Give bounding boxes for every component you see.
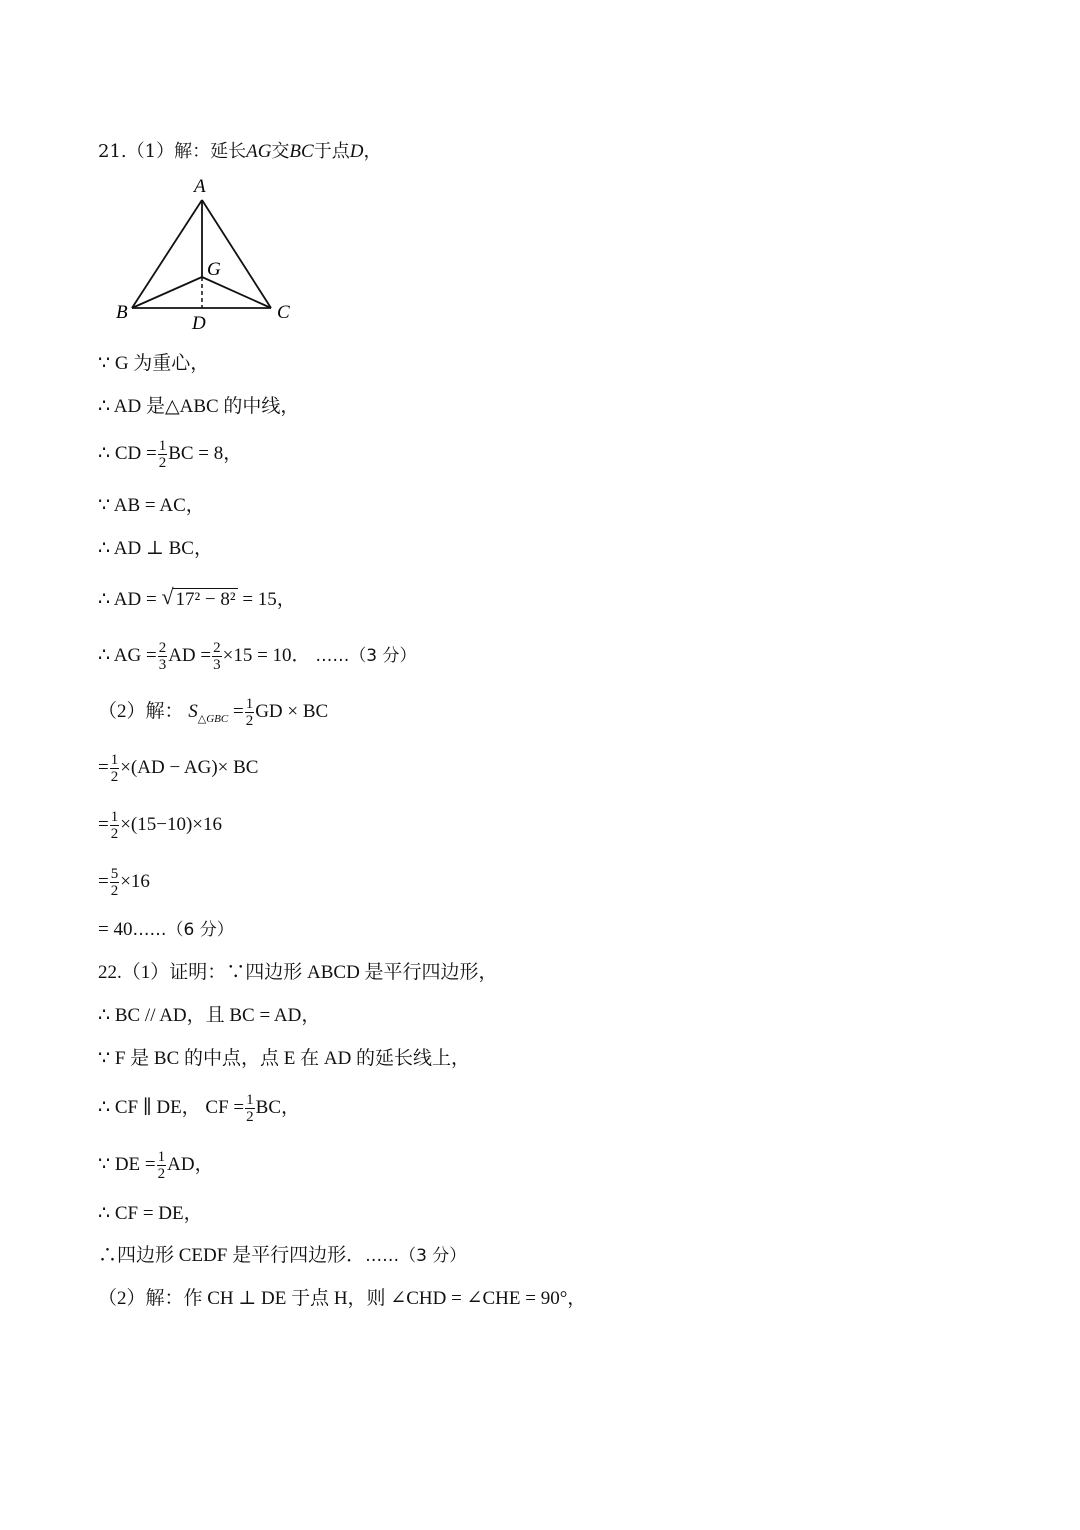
q22-line-3-post: BC， (255, 1096, 300, 1118)
q21-part2-post: GD × BC (255, 700, 329, 722)
q21-line-1 (98, 352, 209, 376)
q22-line-3-pre: ∴ CF ∥ DE， CF = (98, 1096, 245, 1118)
fraction-den: 3 (158, 657, 167, 673)
q21-heading-text: 延长 (210, 141, 247, 162)
q21-step-2-post: ×(15−10)×16 (120, 813, 223, 835)
fraction-den: 3 (213, 657, 221, 673)
q21-line-7-mid: AD = (168, 644, 212, 666)
sqrt-sign: √ (161, 584, 174, 609)
fraction-num: 1 (246, 1092, 254, 1108)
fraction-den: 2 (246, 1109, 254, 1125)
q22-line-1 (98, 1004, 320, 1028)
fraction (158, 640, 168, 673)
fraction (110, 809, 120, 842)
q22-line-1-text: ∴ BC // AD，且 BC = AD， (98, 1005, 321, 1026)
area-symbol: S (188, 700, 198, 722)
fraction-num: 1 (158, 438, 167, 454)
q21-step-3-pre: = (98, 870, 109, 892)
q21-step-1 (98, 752, 258, 785)
q21-step-4-text: = 40 (98, 919, 133, 940)
fraction (245, 1092, 255, 1125)
q21-heading-d: D (349, 141, 364, 162)
fraction-num: 2 (158, 640, 167, 656)
q22-heading-text: 22.（1）证明：∵四边形 ABCD 是平行四边形， (98, 962, 498, 983)
label-d: D (192, 313, 206, 334)
q21-step-3-post: ×16 (120, 870, 150, 892)
q21-line-2-text: ∴ AD 是△ABC 的中线， (98, 396, 300, 417)
q21-line-3-post: BC = 8， (168, 442, 243, 464)
q21-line-6-pre: ∴ AD = (98, 589, 157, 610)
fraction-num: 5 (110, 866, 119, 882)
q21-number: 21. (98, 141, 127, 162)
q21-line-4 (98, 494, 205, 518)
fraction (110, 866, 120, 899)
q22-line-6 (98, 1244, 466, 1268)
fraction-num: 1 (245, 696, 254, 712)
sqrt-radicand: 17² − 8² (175, 589, 236, 610)
q22-line-4 (98, 1149, 214, 1182)
q21-line-1-text: ∵ G 为重心， (98, 353, 210, 374)
fraction (245, 696, 255, 729)
q21-step-1-post: ×(AD − AG)× BC (120, 756, 259, 778)
fraction (110, 752, 120, 785)
q21-heading-yu: 于点 (313, 141, 350, 162)
q21-step-2 (98, 809, 222, 842)
fraction-num: 1 (110, 809, 119, 825)
q22-heading (98, 961, 498, 985)
q21-heading-jiao: 交 (271, 141, 290, 162)
q22-line-5 (98, 1202, 203, 1226)
q22-line-6-text: ∴四边形 CEDF 是平行四边形． (98, 1245, 366, 1266)
score-marker: ……（3 分） (315, 645, 417, 666)
fraction (157, 1149, 167, 1182)
q21-part2-eq: = (232, 700, 244, 722)
q21-line-2 (98, 395, 299, 419)
fraction-den: 2 (245, 713, 254, 729)
q21-line-6-post: = 15， (242, 589, 296, 610)
q21-line-4-text: ∵ AB = AC， (98, 495, 205, 516)
fraction-num: 1 (157, 1149, 166, 1165)
square-root (161, 584, 237, 612)
fraction-num: 1 (110, 752, 119, 768)
fraction (212, 640, 222, 673)
fraction-den: 2 (110, 826, 119, 842)
fraction-num: 2 (213, 640, 221, 656)
q21-part2-label: （2）解： (98, 700, 184, 722)
q21-heading-ag: AG (246, 141, 272, 162)
q21-line-6 (98, 584, 296, 612)
q22-line-2-text: ∵ F 是 BC 的中点，点 E 在 AD 的延长线上， (98, 1048, 471, 1069)
q22-part2 (98, 1287, 586, 1311)
q22-line-5-text: ∴ CF = DE， (98, 1203, 203, 1224)
q21-line-5 (98, 537, 213, 561)
fraction-den: 2 (157, 1166, 166, 1182)
q22-part2-text: （2）解：作 CH ⊥ DE 于点 H，则 ∠CHD = ∠CHE = 90°， (98, 1288, 587, 1309)
q22-line-3 (98, 1092, 300, 1125)
fraction (158, 438, 168, 471)
q21-line-3-pre: ∴ CD = (98, 442, 157, 464)
q22-line-2 (98, 1047, 470, 1071)
score-marker: ……（3 分） (365, 1246, 467, 1266)
q21-line-7-post: ×15 = 10． (222, 644, 311, 666)
q21-line-5-text: ∴ AD ⊥ BC， (98, 538, 213, 559)
q21-step-2-pre: = (98, 813, 109, 835)
fraction-den: 2 (110, 769, 119, 785)
q21-part2 (98, 696, 328, 731)
triangle-diagram (110, 172, 310, 337)
q21-heading-end: ， (363, 141, 382, 162)
q21-step-4 (98, 918, 234, 942)
q21-heading-bc: BC (289, 141, 314, 162)
area-subscript: △GBC (197, 712, 229, 725)
q21-line-7-pre: ∴ AG = (98, 644, 157, 666)
q22-line-4-post: AD， (167, 1153, 214, 1175)
fraction-den: 2 (110, 883, 119, 899)
label-c: C (277, 302, 290, 323)
score-marker: ……（6 分） (132, 920, 234, 940)
label-g: G (207, 259, 221, 280)
q21-heading (98, 140, 381, 164)
q21-line-7 (98, 640, 417, 673)
q22-line-4-pre: ∵ DE = (98, 1153, 156, 1175)
q21-step-1-pre: = (98, 756, 109, 778)
q21-line-3 (98, 438, 242, 471)
label-a: A (194, 176, 206, 197)
q21-step-3 (98, 866, 150, 899)
label-b: B (116, 302, 128, 323)
fraction-den: 2 (158, 455, 167, 471)
q21-part1-label: （1）解： (126, 141, 211, 162)
